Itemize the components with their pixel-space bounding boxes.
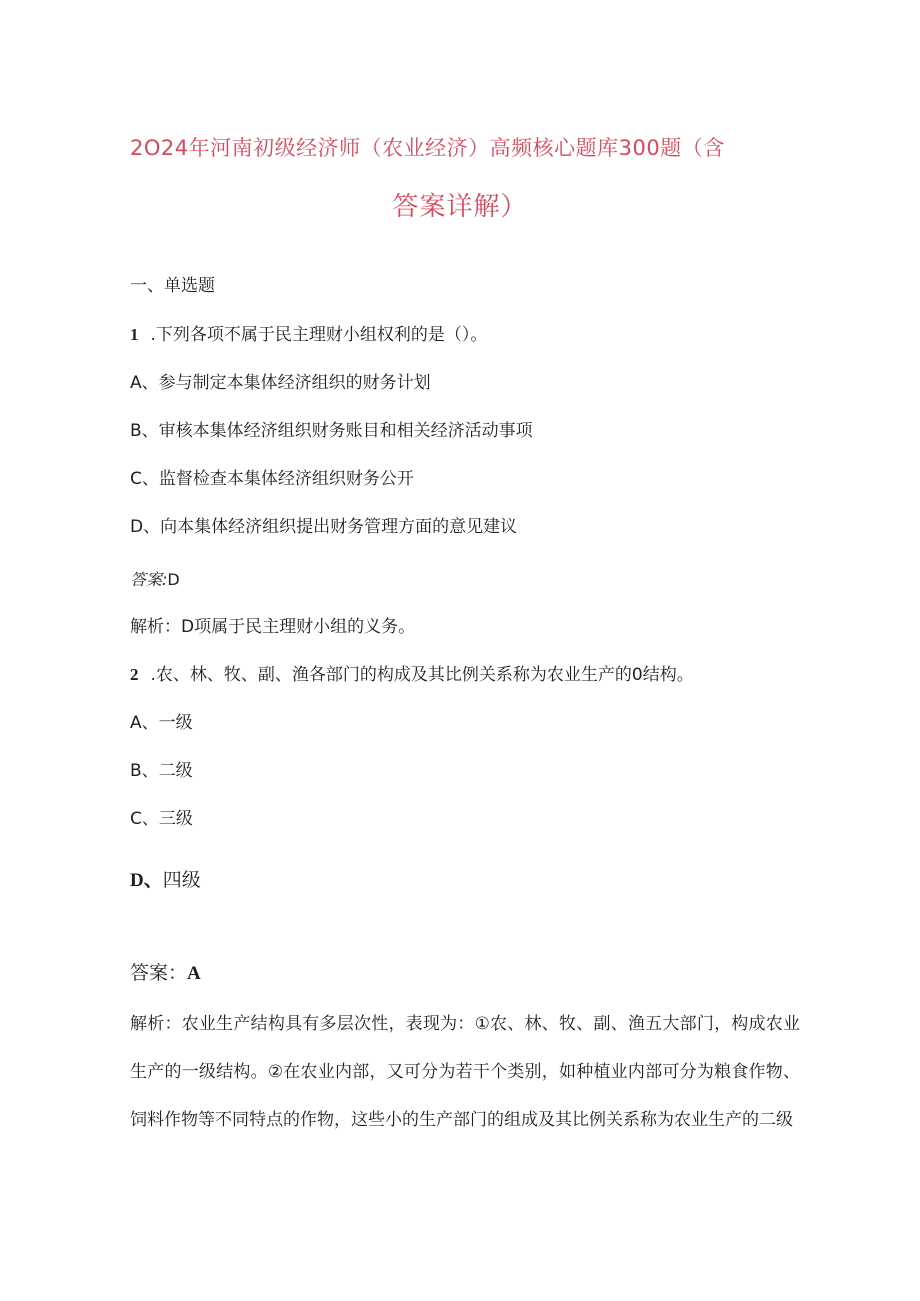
question-2-option-c: C、三级 <box>130 809 193 829</box>
question-1-option-c: C、监督检查本集体经济组织财务公开 <box>130 469 414 489</box>
document-title-line2: 答案详解） <box>392 192 528 222</box>
question-2-answer <box>130 958 201 985</box>
answer-label: 答案： <box>130 962 188 984</box>
document-title-line1: 2O24年河南初级经济师（农业经济）高频核心题库300题（含 <box>130 136 725 160</box>
option-d-letter: D、 <box>130 870 163 891</box>
question-1-answer <box>130 567 180 590</box>
question-1-option-d: D、向本集体经济组织提出财务管理方面的意见建议 <box>130 517 518 537</box>
question-2-option-b: B、二级 <box>130 761 193 781</box>
answer-value: A <box>187 963 201 984</box>
question-2-option-d <box>130 865 201 892</box>
question-1 <box>130 320 487 345</box>
question-2-text: .农、林、牧、副、渔各部门的构成及其比例关系称为农业生产的0结构。 <box>150 665 694 685</box>
question-2-analysis: 解析：农业生产结构具有多层次性，表现为：①农、林、牧、副、渔五大部门，构成农业生产的一级结构。②在农业内部，又可分为若干个类别，如种植业内部可分为粮食作物、饲料作物等不同特点的作物，这些小的生产部门的组成及其比例关系称为农业生产的二级 <box>130 1014 800 1130</box>
question-1-text: .下列各项不属于民主理财小组权利的是（）。 <box>150 325 488 345</box>
question-1-analysis: 解析：D项属于民主理财小组的义务。 <box>130 617 416 637</box>
question-2 <box>130 660 694 685</box>
question-2-number: 2 <box>130 665 139 684</box>
question-1-option-b: B、审核本集体经济组织财务账目和相关经济活动事项 <box>130 421 533 441</box>
question-1-number: 1 <box>130 325 139 344</box>
option-d-text: 四级 <box>162 869 201 891</box>
answer-label: 答案: <box>130 570 168 589</box>
question-1-option-a: A、参与制定本集体经济组织的财务计划 <box>130 373 431 393</box>
section-heading: 一、单选题 <box>130 276 215 296</box>
answer-value: D <box>167 570 180 589</box>
question-2-option-a: A、一级 <box>130 713 193 733</box>
